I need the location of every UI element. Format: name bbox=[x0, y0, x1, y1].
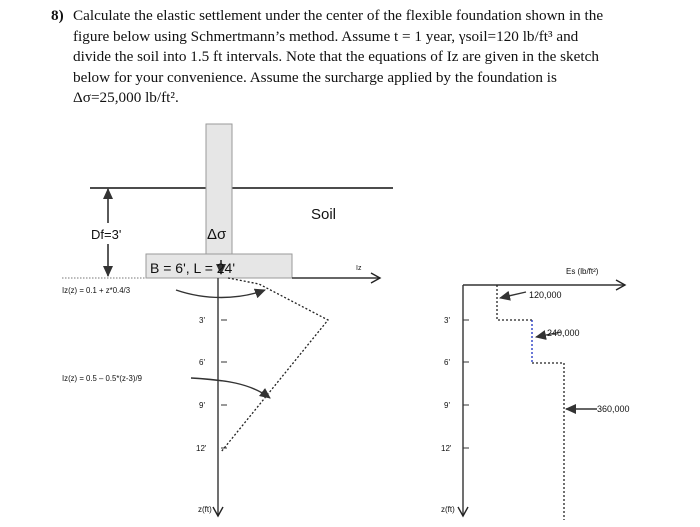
depth-tick-label-6-right: 6' bbox=[444, 358, 450, 367]
es-axis-label: Es (lb/ft²) bbox=[566, 267, 599, 276]
value-label-360000: 360,000 bbox=[597, 404, 630, 414]
df-label: Df=3' bbox=[91, 227, 122, 242]
delta-sigma-label: Δσ bbox=[207, 226, 227, 243]
depth-tick-label-6: 6' bbox=[199, 358, 205, 367]
depth-tick-label-9-right: 9' bbox=[444, 401, 450, 410]
problem-number: 8) bbox=[51, 7, 64, 24]
soil-label: Soil bbox=[311, 206, 337, 223]
es-profile-segment-3 bbox=[532, 363, 564, 520]
problem-line-5: Δσ=25,000 lb/ft². bbox=[73, 89, 179, 106]
value-label-240000: 240,000 bbox=[547, 328, 580, 338]
eq2-label: Iz(z) = 0.5 – 0.5*(z-3)/9 bbox=[62, 374, 142, 383]
problem-line-4: below for your convenience. Assume the surcharge applied by the foundation is bbox=[73, 68, 557, 86]
depth-tick-label-3: 3' bbox=[199, 316, 205, 325]
z-axis-label-right: z(ft) bbox=[441, 505, 455, 514]
eq1-pointer bbox=[176, 290, 265, 298]
z-axis-label-left: z(ft) bbox=[198, 505, 212, 514]
problem-line-1: Calculate the elastic settlement under the center of the flexible foundation shown in the bbox=[73, 7, 604, 24]
depth-tick-label-3-right: 3' bbox=[444, 316, 450, 325]
iz-axis-label: Iz bbox=[356, 265, 362, 272]
left-figure bbox=[62, 124, 393, 516]
eq2-pointer bbox=[191, 378, 270, 398]
value-pointer-120000 bbox=[500, 292, 526, 298]
iz-profile bbox=[221, 278, 328, 452]
es-profile-segment-1 bbox=[497, 285, 532, 320]
problem-line-2: figure below using Schmertmann’s method. Assume t = 1 year, γsoil=120 lb/ft³ and bbox=[73, 27, 579, 45]
depth-tick-label-12-right: 12' bbox=[441, 444, 452, 453]
eq1-label: Iz(z) = 0.1 + z*0.4/3 bbox=[62, 286, 131, 295]
depth-tick-label-9: 9' bbox=[199, 401, 205, 410]
problem-line-3: divide the soil into 1.5 ft intervals. Note that the equations of Iz are given in the sketch bbox=[73, 48, 599, 65]
foundation-label: B = 6', L = 24' bbox=[150, 260, 235, 276]
right-figure bbox=[441, 267, 630, 520]
value-label-120000: 120,000 bbox=[529, 290, 562, 300]
depth-tick-label-12: 12' bbox=[196, 444, 207, 453]
